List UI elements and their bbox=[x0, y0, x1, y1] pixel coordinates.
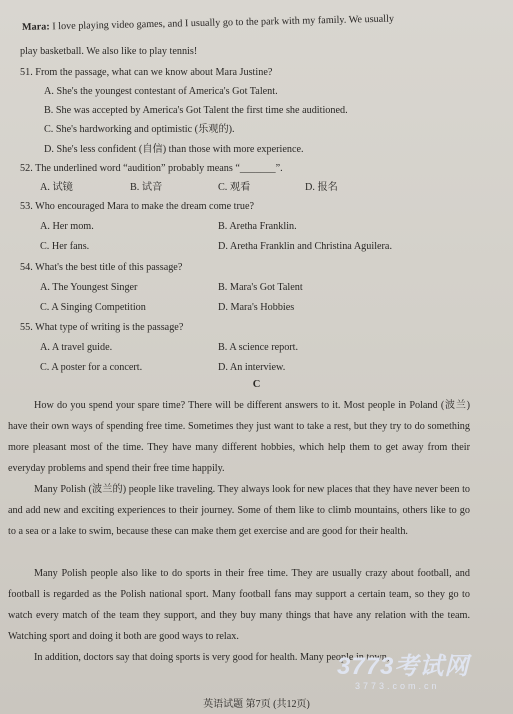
page-footer: 英语试题 第7页 (共12页) bbox=[203, 699, 310, 710]
paragraph-4: In addition, doctors say that doing sports is very good for health. Many people in town, bbox=[34, 652, 390, 663]
question-55-option-c: C. A poster for a concert. bbox=[40, 362, 143, 373]
paragraph-3: Many Polish people also like to do sports in their free time. They are usually crazy about football, and football is regarded as the Polish national sport. Many football fans may support a certain team, so they go to watch every match of the team they support, and they buy many things that have any relation with the team. Watching sport and doing it both are good ways to relax. bbox=[8, 568, 470, 642]
question-55-option-d: D. An interview. bbox=[218, 362, 286, 373]
question-55-option-b: B. A science report. bbox=[218, 342, 299, 353]
question-52-stem-text: 52. The underlined word “audition” probably means “ bbox=[20, 163, 240, 174]
question-52-stem bbox=[20, 162, 283, 175]
question-51-stem: 51. From the passage, what can we know about Mara Justine? bbox=[20, 67, 273, 78]
question-53-option-d: D. Aretha Franklin and Christina Aguilera. bbox=[218, 241, 393, 252]
question-52-option-d: D. 报名 bbox=[305, 182, 338, 193]
speaker-label: Mara: bbox=[21, 21, 50, 33]
paragraph-1: How do you spend your spare time? There will be different answers to it. Most people in Poland (波兰) have their own ways of spending free time. Sometimes they just want to take a rest, but they try to do something more pleasant most of the time. They have many different hobbies, which help them to get away from their everyday problems and spend their free time happily. bbox=[8, 400, 470, 474]
question-53-option-b: B. Aretha Franklin. bbox=[218, 221, 297, 232]
question-54-option-c: C. A Singing Competition bbox=[40, 302, 146, 313]
site-watermark bbox=[337, 646, 497, 698]
question-53-option-a: A. Her mom. bbox=[40, 221, 94, 232]
question-55-option-a: A. A travel guide. bbox=[40, 342, 113, 353]
question-54-option-b: B. Mara's Got Talent bbox=[218, 282, 303, 293]
question-53-option-c: C. Her fans. bbox=[40, 241, 90, 252]
intro-text-1: I love playing video games, and I usually go to the park with my family. We usually bbox=[49, 13, 395, 33]
question-52-option-a: A. 试镜 bbox=[40, 182, 73, 193]
watermark-url: 3773.com.cn bbox=[355, 681, 440, 691]
question-54-stem: 54. What's the best title of this passage? bbox=[20, 262, 183, 273]
paragraph-2: Many Polish (波兰的) people like traveling. They always look for new places that they have never been to and add new and exciting experiences to their journey. Some of them like to climb mountains, others like to go to a sea or a lake to swim, because these can make them get exercise and are good for their health. bbox=[8, 484, 470, 537]
question-54-option-d: D. Mara's Hobbies bbox=[218, 302, 295, 313]
intro-line-1 bbox=[22, 13, 394, 34]
question-52-option-c: C. 观看 bbox=[218, 182, 251, 193]
question-51-option-c: C. She's hardworking and optimistic (乐观的). bbox=[44, 124, 235, 135]
question-54-option-a: A. The Youngest Singer bbox=[40, 282, 138, 293]
question-53-stem: 53. Who encouraged Mara to make the dream come true? bbox=[20, 201, 255, 212]
intro-line-2: play basketball. We also like to play tennis! bbox=[20, 46, 198, 57]
question-51-option-a: A. She's the youngest contestant of America's Got Talent. bbox=[44, 86, 278, 97]
question-52-stem-end: ”. bbox=[275, 163, 283, 174]
question-51-option-b: B. She was accepted by America's Got Talent the first time she auditioned. bbox=[44, 105, 348, 116]
question-52-option-b: B. 试音 bbox=[130, 182, 163, 193]
question-55-stem: 55. What type of writing is the passage? bbox=[20, 322, 184, 333]
section-heading: C bbox=[252, 379, 261, 390]
watermark-logo-text: 3773考试网 bbox=[337, 653, 470, 680]
question-51-option-d: D. She's less confident (自信) than those with more experience. bbox=[44, 144, 304, 155]
answer-blank: _______ bbox=[239, 163, 276, 174]
